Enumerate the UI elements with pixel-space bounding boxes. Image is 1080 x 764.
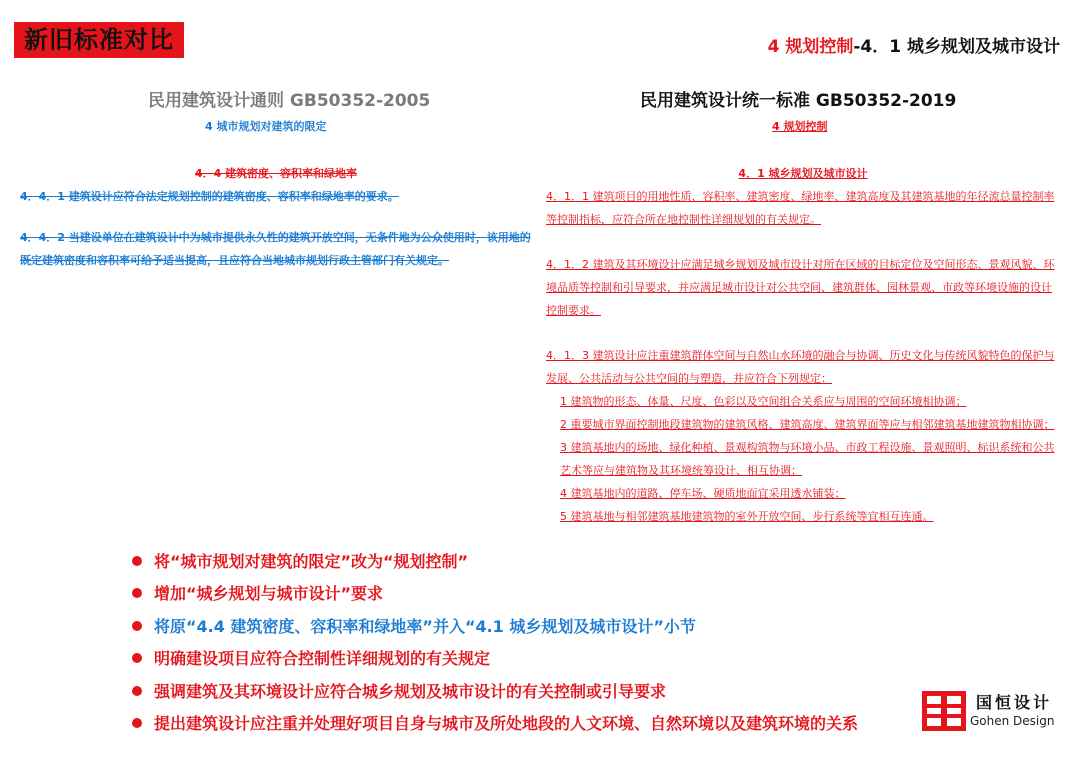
bullet-dot-icon bbox=[132, 621, 142, 631]
right-clause-3-item-3: 3 建筑基地内的场地、绿化种植、景观构筑物与环境小品、市政工程设施、景观照明、标识系统和公共艺术等应与建筑物及其环境统筹设计、相互协调； bbox=[560, 441, 1055, 477]
right-clause-1: 4．1．1 建筑项目的用地性质、容积率、建筑密度、绿地率、建筑高度及其建筑基地的年径流总量控制率等控制指标，应符合所在地控制性详细规划的有关规定。 bbox=[546, 190, 1055, 226]
right-standard-title: 民用建筑设计统一标准 GB50352-2019 bbox=[640, 91, 957, 111]
right-clause-3-item-1: 1 建筑物的形态、体量、尺度、色彩以及空间组合关系应与周围的空间环境相协调； bbox=[560, 395, 967, 408]
topic-heading bbox=[768, 32, 1060, 57]
summary-item: 将原“4.4 建筑密度、容积率和绿地率”并入“4.1 城乡规划及城市设计”小节 bbox=[132, 613, 932, 645]
right-clause-3-item-5: 5 建筑基地与相邻建筑基地建筑物的室外开放空间、步行系统等宜相互连通。 bbox=[560, 510, 934, 523]
summary-item: 强调建筑及其环境设计应符合城乡规划及城市设计的有关控制或引导要求 bbox=[132, 678, 932, 710]
summary-list bbox=[132, 548, 932, 742]
left-section-title: 4．4 建筑密度、容积率和绿地率 bbox=[194, 167, 358, 180]
bullet-dot-icon bbox=[132, 718, 142, 728]
summary-item: 增加“城乡规划与城市设计”要求 bbox=[132, 580, 932, 612]
summary-item: 将“城市规划对建筑的限定”改为“规划控制” bbox=[132, 548, 932, 580]
right-clause-3-item-2: 2 重要城市界面控制地段建筑物的建筑风格、建筑高度、建筑界面等应与相邻建筑基地建筑物相协调； bbox=[560, 418, 1055, 431]
right-clause-2: 4．1．2 建筑及其环境设计应满足城乡规划及城市设计对所在区域的目标定位及空间形态、景观风貌、环境品质等控制和引导要求，并应满足城市设计对公共空间、建筑群体、园林景观、市政等环境设施的设计控制要求。 bbox=[546, 258, 1055, 317]
summary-item: 提出建筑设计应注重并处理好项目自身与城市及所处地段的人文环境、自然环境以及建筑环境的关系 bbox=[132, 710, 932, 742]
right-clauses bbox=[546, 162, 1060, 528]
right-clause-3-item-4: 4 建筑基地内的道路、停车场、硬质地面宜采用透水铺装； bbox=[560, 487, 846, 500]
left-clause-2: 4．4．2 当建设单位在建筑设计中为城市提供永久性的建筑开放空间，无条件地为公众使用时，该用地的既定建筑密度和容积率可给予适当提高，且应符合当地城市规划行政主管部门有关规定。 bbox=[20, 231, 531, 267]
left-clause-1: 4．4．1 建筑设计应符合法定规划控制的建筑密度、容积率和绿地率的要求。 bbox=[20, 190, 399, 203]
logo-english-name: Gohen Design bbox=[970, 714, 1055, 728]
summary-item: 明确建设项目应符合控制性详细规划的有关规定 bbox=[132, 645, 932, 677]
page-badge: 新旧标准对比 bbox=[14, 22, 184, 58]
company-logo bbox=[918, 688, 1068, 736]
logo-chinese-name: 国恒设计 bbox=[976, 693, 1053, 712]
topic-red: 4 规划控制 bbox=[767, 37, 854, 57]
logo-mark-icon bbox=[922, 691, 966, 731]
right-section-title: 4．1 城乡规划及城市设计 bbox=[738, 167, 868, 180]
right-chapter-title: 4 规划控制 bbox=[772, 120, 828, 133]
bullet-dot-icon bbox=[132, 556, 142, 566]
bullet-dot-icon bbox=[132, 588, 142, 598]
bullet-dot-icon bbox=[132, 653, 142, 663]
left-standard-title: 民用建筑设计通则 GB50352-2005 bbox=[148, 91, 431, 111]
left-chapter-title: 4 城市规划对建筑的限定 bbox=[205, 120, 327, 133]
right-clause-3: 4．1．3 建筑设计应注重建筑群体空间与自然山水环境的融合与协调、历史文化与传统风貌特色的保护与发展、公共活动与公共空间的与塑造，并应符合下列规定： bbox=[546, 349, 1055, 385]
topic-black: -4．1 城乡规划及城市设计 bbox=[853, 37, 1060, 57]
bullet-dot-icon bbox=[132, 686, 142, 696]
left-clauses bbox=[20, 162, 532, 272]
